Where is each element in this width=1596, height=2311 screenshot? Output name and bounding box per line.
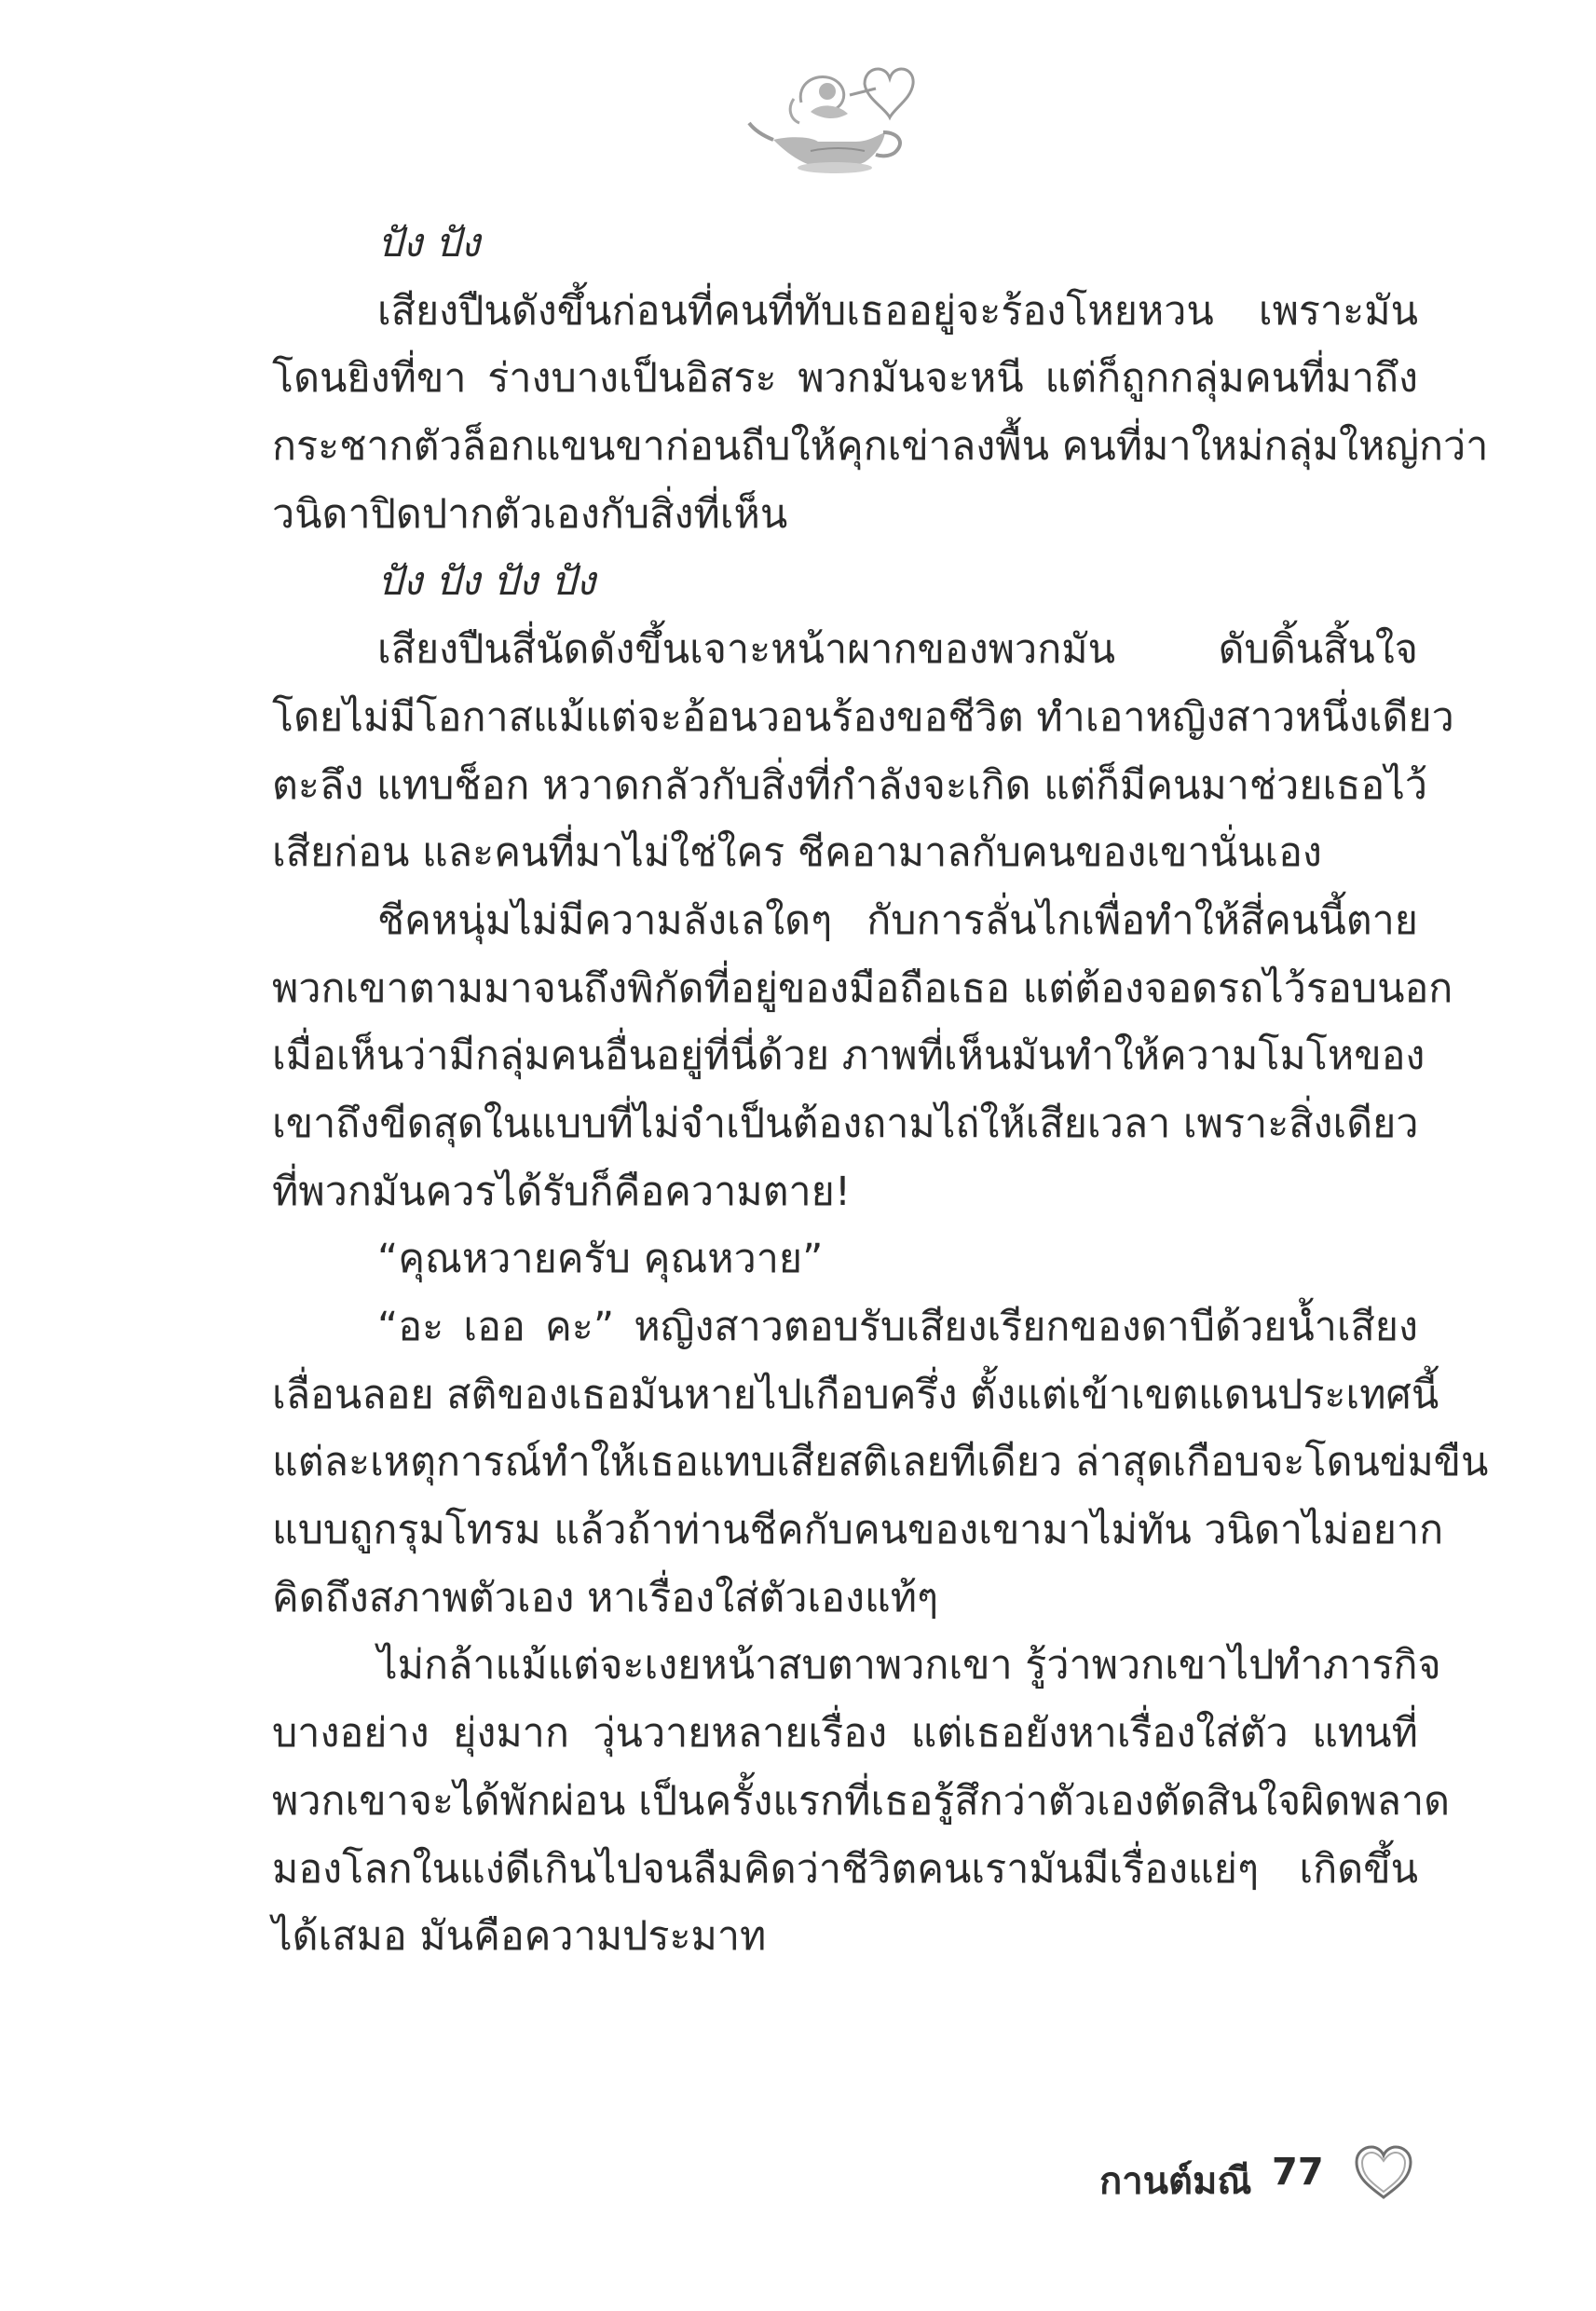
- text-line: ตะลึง แทบช็อก หวาดกลัวกับสิ่งที่กำลังจะเกิด แต่ก็มีคนมาช่วยเธอไว้: [272, 761, 1427, 809]
- text-line: บางอย่าง ยุ่งมาก วุ่นวายหลายเรื่อง แต่เธอยังหาเรื่องใส่ตัว แทนที่: [272, 1710, 1418, 1757]
- text-line: โดนยิงที่ขา ร่างบางเป็นอิสระ พวกมันจะหนี แต่ก็ถูกกลุ่มคนที่มาถึง: [272, 355, 1418, 403]
- text-line: คิดถึงสภาพตัวเอง หาเรื่องใส่ตัวเองแท้ๆ: [272, 1574, 939, 1621]
- text-line: ปัง ปัง ปัง ปัง: [377, 558, 596, 606]
- text-line: วนิดาปิดปากตัวเองกับสิ่งที่เห็น: [272, 490, 788, 538]
- book-title: กานต์มณี: [1099, 2160, 1252, 2203]
- text-line: เขาถึงขีดสุดในแบบที่ไม่จำเป็นต้องถามไถ่ให้เสียเวลา เพราะสิ่งเดียว: [272, 1100, 1419, 1147]
- text-line: มองโลกในแง่ดีเกินไปจนลืมคิดว่าชีวิตคนเรามันมีเรื่องแย่ๆ เกิดขึ้น: [272, 1845, 1418, 1893]
- text-line: เลื่อนลอย สติของเธอมันหายไปเกือบครึ่ง ตั้งแต่เข้าเขตแดนประเทศนี้: [272, 1371, 1439, 1418]
- text-line: พวกเขาตามมาจนถึงพิกัดที่อยู่ของมือถือเธอ แต่ต้องจอดรถไว้รอบนอก: [272, 964, 1453, 1012]
- page-footer: [1099, 2143, 1435, 2208]
- text-line: กระชากตัวล็อกแขนขาก่อนถีบให้คุกเข่าลงพื้น คนที่มาใหม่กลุ่มใหญ่กว่า: [272, 423, 1489, 471]
- text-line: โดยไม่มีโอกาสแม้แต่จะอ้อนวอนร้องขอชีวิต ทำเอาหญิงสาวหนึ่งเดียว: [272, 693, 1454, 741]
- text-line: แบบถูกรุมโทรม แล้วถ้าท่านชีคกับคนของเขามาไม่ทัน วนิดาไม่อยาก: [272, 1507, 1444, 1554]
- text-line: พวกเขาจะได้พักผ่อน เป็นครั้งแรกที่เธอรู้สึกว่าตัวเองตัดสินใจผิดพลาด: [272, 1777, 1451, 1825]
- text-line: ปัง ปัง: [377, 220, 481, 267]
- text-line: เสียงปืนสี่นัดดังขึ้นเจาะหน้าผากของพวกมัน ดับดิ้นสิ้นใจ: [377, 626, 1418, 674]
- text-line: เมื่อเห็นว่ามีกลุ่มคนอื่นอยู่ที่นี่ด้วย ภาพที่เห็นมันทำให้ความโมโหของ: [272, 1032, 1425, 1080]
- text-line: “อะ เออ คะ” หญิงสาวตอบรับเสียงเรียกของดาบีด้วยน้ำเสียง: [377, 1304, 1418, 1350]
- text-line: เสียงปืนดังขึ้นก่อนที่คนที่ทับเธออยู่จะร้องโหยหวน เพราะมัน: [377, 287, 1418, 335]
- text-line: ไม่กล้าแม้แต่จะเงยหน้าสบตาพวกเขา รู้ว่าพวกเขาไปทำภารกิจ: [377, 1642, 1441, 1689]
- heart-outline-icon: [1351, 2143, 1416, 2203]
- text-line: ชีคหนุ่มไม่มีความลังเลใดๆ กับการลั่นไกเพื่อทำให้สี่คนนี้ตาย: [377, 896, 1418, 944]
- text-line: เสียก่อน และคนที่มาไม่ใช่ใคร ชีคอามาลกับคนของเขานั่นเอง: [272, 829, 1322, 877]
- text-line: ได้เสมอ มันคือความประมาท: [272, 1913, 767, 1961]
- text-line: ที่พวกมันควรได้รับก็คือความตาย!: [272, 1168, 852, 1215]
- cupid-teapot-ornament-icon: [745, 47, 922, 186]
- text-line: “คุณหวายครับ คุณหวาย”: [377, 1236, 824, 1283]
- body-text: [272, 210, 1489, 1971]
- page-number: 77: [1272, 2151, 1324, 2194]
- text-line: แต่ละเหตุการณ์ทำให้เธอแทบเสียสติเลยทีเดียว ล่าสุดเกือบจะโดนข่มขืน: [272, 1439, 1489, 1486]
